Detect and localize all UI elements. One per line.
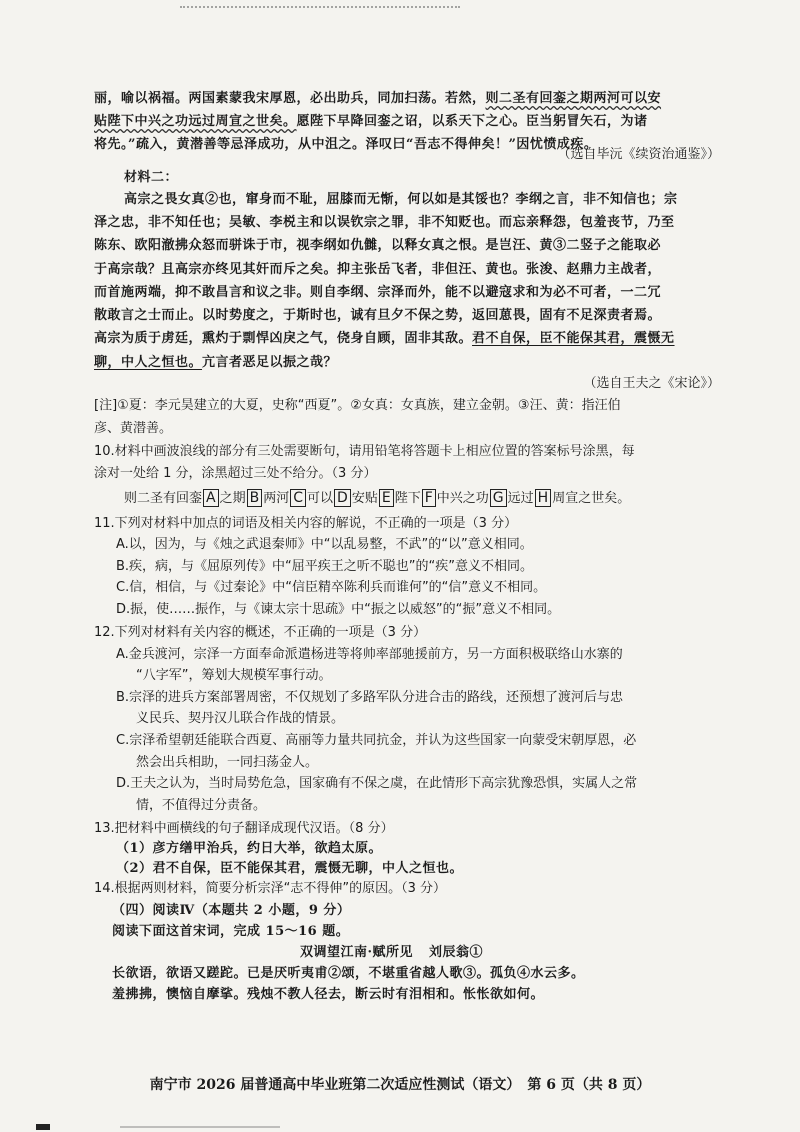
q11-option-b: B.疾，病，与《屈原列传》中“屈平疾王之听不聪也”的“疾”意义不相同。 bbox=[116, 559, 533, 574]
segment: 中兴之功 bbox=[436, 491, 489, 506]
poem-title: 双调望江南·赋所见 bbox=[300, 945, 414, 960]
poem-line-2: 羞拂拂，懊恼自摩挲。残烛不教人径去，断云时有泪相和。怅怅欲如何。 bbox=[112, 987, 545, 1002]
material2-line1: 高宗之畏女真②也，窜身而不耻，屈膝而无惭，何以如是其馁也？李纲之言，非不知信也；宗 bbox=[124, 192, 678, 207]
text: 丽，喻以祸福。两国素蒙我宋厚恩，必出助兵，同加扫荡。若然， bbox=[94, 91, 486, 106]
poem-title-line bbox=[300, 941, 483, 960]
q12-option-a-line2: “八字军”，筹划大规模军事行动。 bbox=[136, 668, 332, 683]
break-box-h: H bbox=[535, 489, 552, 507]
wavy-text: 则二圣有回銮之期两河可以安 bbox=[485, 91, 662, 106]
q13-stem: 13.把材料中画横线的句子翻译成现代汉语。（8 分） bbox=[94, 821, 394, 836]
q12-option-d-line2: 情，不值得过分责备。 bbox=[136, 798, 267, 813]
material2-line3: 陈东、欧阳澈拂众怒而骈诛于市，视李纲如仇雠，以释女真之恨。是岂汪、黄③二竖子之能取必 bbox=[94, 238, 662, 253]
q10-stem-line2: 涂对一处给 1 分，涂黑超过三处不给分。（3 分） bbox=[94, 466, 377, 481]
segment: 则二圣有回銮 bbox=[124, 491, 203, 506]
q10-stem-line1: 10.材料中画波浪线的部分有三处需要断句，请用铅笔将答题卡上相应位置的答案标号涂黑，每 bbox=[94, 444, 635, 459]
material2-line4: 于高宗哉？且高宗亦终见其奸而斥之矣。抑主张岳飞者，非但汪、黄也。张浚、赵鼎力主战者， bbox=[94, 262, 662, 277]
q11-stem: 11.下列对材料中加点的词语及相关内容的解说，不正确的一项是（3 分） bbox=[94, 516, 518, 531]
material1-line3: 将先。”疏入，黄潜善等忌泽成功，从中沮之。泽叹曰“吾志不得伸矣！”因忧愤成疾。 bbox=[94, 137, 598, 152]
material2-line6: 散敢言之士而止。以时势度之，于斯时也，诚有旦夕不保之势，返回葸畏，固有不足深责者焉。 bbox=[94, 308, 662, 323]
material2-line2: 泽之忠，非不知任也；吴敏、李棁主和以误钦宗之罪，非不知贬也。而忘亲释怨，包羞丧节，乃至 bbox=[94, 215, 675, 230]
break-box-e: E bbox=[379, 489, 394, 507]
note-line1: [注]①夏：李元昊建立的大夏，史称“西夏”。②女真：女真族，建立金朝。③汪、黄：指汪伯 bbox=[94, 398, 621, 413]
scan-edge-line bbox=[120, 1126, 280, 1128]
material2-heading: 材料二： bbox=[124, 170, 179, 185]
material2-line5: 而首施两端，抑不敢昌言和议之非。则自李纲、宗泽而外，能不以避寇求和为必不可者，一二冗 bbox=[94, 285, 662, 300]
note-line2: 彦、黄潜善。 bbox=[94, 421, 173, 436]
poem-author: 刘辰翁① bbox=[429, 945, 484, 960]
q14-stem: 14.根据两则材料，简要分析宗泽“志不得伸”的原因。（3 分） bbox=[94, 881, 447, 896]
segment: 安贴 bbox=[351, 491, 378, 506]
break-box-b: B bbox=[247, 489, 263, 507]
scan-corner-mark bbox=[36, 1124, 50, 1130]
segment: 远过 bbox=[507, 491, 534, 506]
q13-sentence-2: （2）君不自保，臣不能保其君，震慑无聊，中人之恒也。 bbox=[116, 861, 464, 876]
break-box-d: D bbox=[334, 489, 351, 507]
q11-option-a: A.以，因为，与《烛之武退秦师》中“以乱易整，不武”的“以”意义相同。 bbox=[116, 537, 533, 552]
break-box-c: C bbox=[290, 489, 306, 507]
q11-option-c: C.信，相信，与《过秦论》中“信臣精卒陈利兵而谁何”的“信”意义不相同。 bbox=[116, 580, 547, 595]
underlined-text: 君不自保，臣不能保其君，震慑无 bbox=[472, 331, 675, 346]
q12-option-c-line1: C.宗泽希望朝廷能联合西夏、高丽等力量共同抗金，并认为这些国家一向蒙受宋朝厚恩，必 bbox=[116, 733, 637, 748]
q11-option-d: D.振，使……振作，与《谏太宗十思疏》中“振之以威怒”的“振”意义不相同。 bbox=[116, 602, 561, 617]
material1-source: （选自毕沅《续资治通鉴》） bbox=[557, 147, 720, 162]
q12-option-b-line1: B.宗泽的进兵方案部署周密，不仅规划了多路军队分进合击的路线，还预想了渡河后与忠 bbox=[116, 690, 624, 705]
segment: 可以 bbox=[307, 491, 334, 506]
underlined-text: 聊，中人之恒也。 bbox=[94, 355, 203, 370]
wavy-text: 贴陛下中兴之功远过周宣之世矣。 bbox=[94, 114, 297, 129]
segment: 之期 bbox=[219, 491, 246, 506]
q10-break-options bbox=[124, 487, 630, 507]
text: 愿陛下早降回銮之诏，以系天下之心。臣当躬冒矢石，为诸 bbox=[296, 114, 648, 129]
break-box-g: G bbox=[490, 489, 507, 507]
segment: 周宣之世矣。 bbox=[552, 491, 631, 506]
q12-stem: 12.下列对材料有关内容的概述，不正确的一项是（3 分） bbox=[94, 625, 427, 640]
q13-sentence-1: （1）彦方缮甲治兵，约日大举，欲趋太原。 bbox=[116, 841, 383, 856]
break-box-a: A bbox=[203, 489, 219, 507]
q12-option-b-line2: 义民兵、契丹汉儿联合作战的情景。 bbox=[136, 711, 345, 726]
segment: 陛下 bbox=[394, 491, 421, 506]
material2-line8 bbox=[94, 351, 337, 370]
poem-line-1: 长欲语，欲语又蹉跎。已是厌听夷甫②颂，不堪重省越人歌③。孤负④水云多。 bbox=[112, 966, 585, 981]
section4-instruction: 阅读下面这首宋词，完成 15～16 题。 bbox=[112, 924, 350, 939]
q12-option-c-line2: 然会出兵相助，一同扫荡金人。 bbox=[136, 755, 319, 770]
q12-option-d-line1: D.王夫之认为，当时局势危急，国家确有不保之虞，在此情形下高宗犹豫恐惧，实属人之常 bbox=[116, 776, 638, 791]
material2-source: （选自王夫之《宋论》） bbox=[583, 376, 720, 391]
text: 亢言者恶足以振之哉？ bbox=[202, 355, 338, 370]
material1-line1 bbox=[94, 87, 661, 106]
section4-title: （四）阅读Ⅳ（本题共 2 小题，9 分） bbox=[112, 903, 351, 918]
segment: 两河 bbox=[263, 491, 290, 506]
page-footer: 南宁市 2026 届普通高中毕业班第二次适应性测试（语文） 第 6 页（共 8 页） bbox=[149, 1077, 651, 1093]
material2-line7 bbox=[94, 327, 675, 346]
q12-option-a-line1: A.金兵渡河，宗泽一方面奉命派遣杨进等将帅率部驰援前方，另一方面积极联络山水寨的 bbox=[116, 647, 623, 662]
text: 高宗为质于虏廷，熏灼于剽悍凶戾之气，侥身自顾，固非其敌。 bbox=[94, 331, 473, 346]
material1-line2 bbox=[94, 110, 648, 129]
scan-top-mark bbox=[180, 0, 460, 8]
break-box-f: F bbox=[422, 489, 436, 507]
